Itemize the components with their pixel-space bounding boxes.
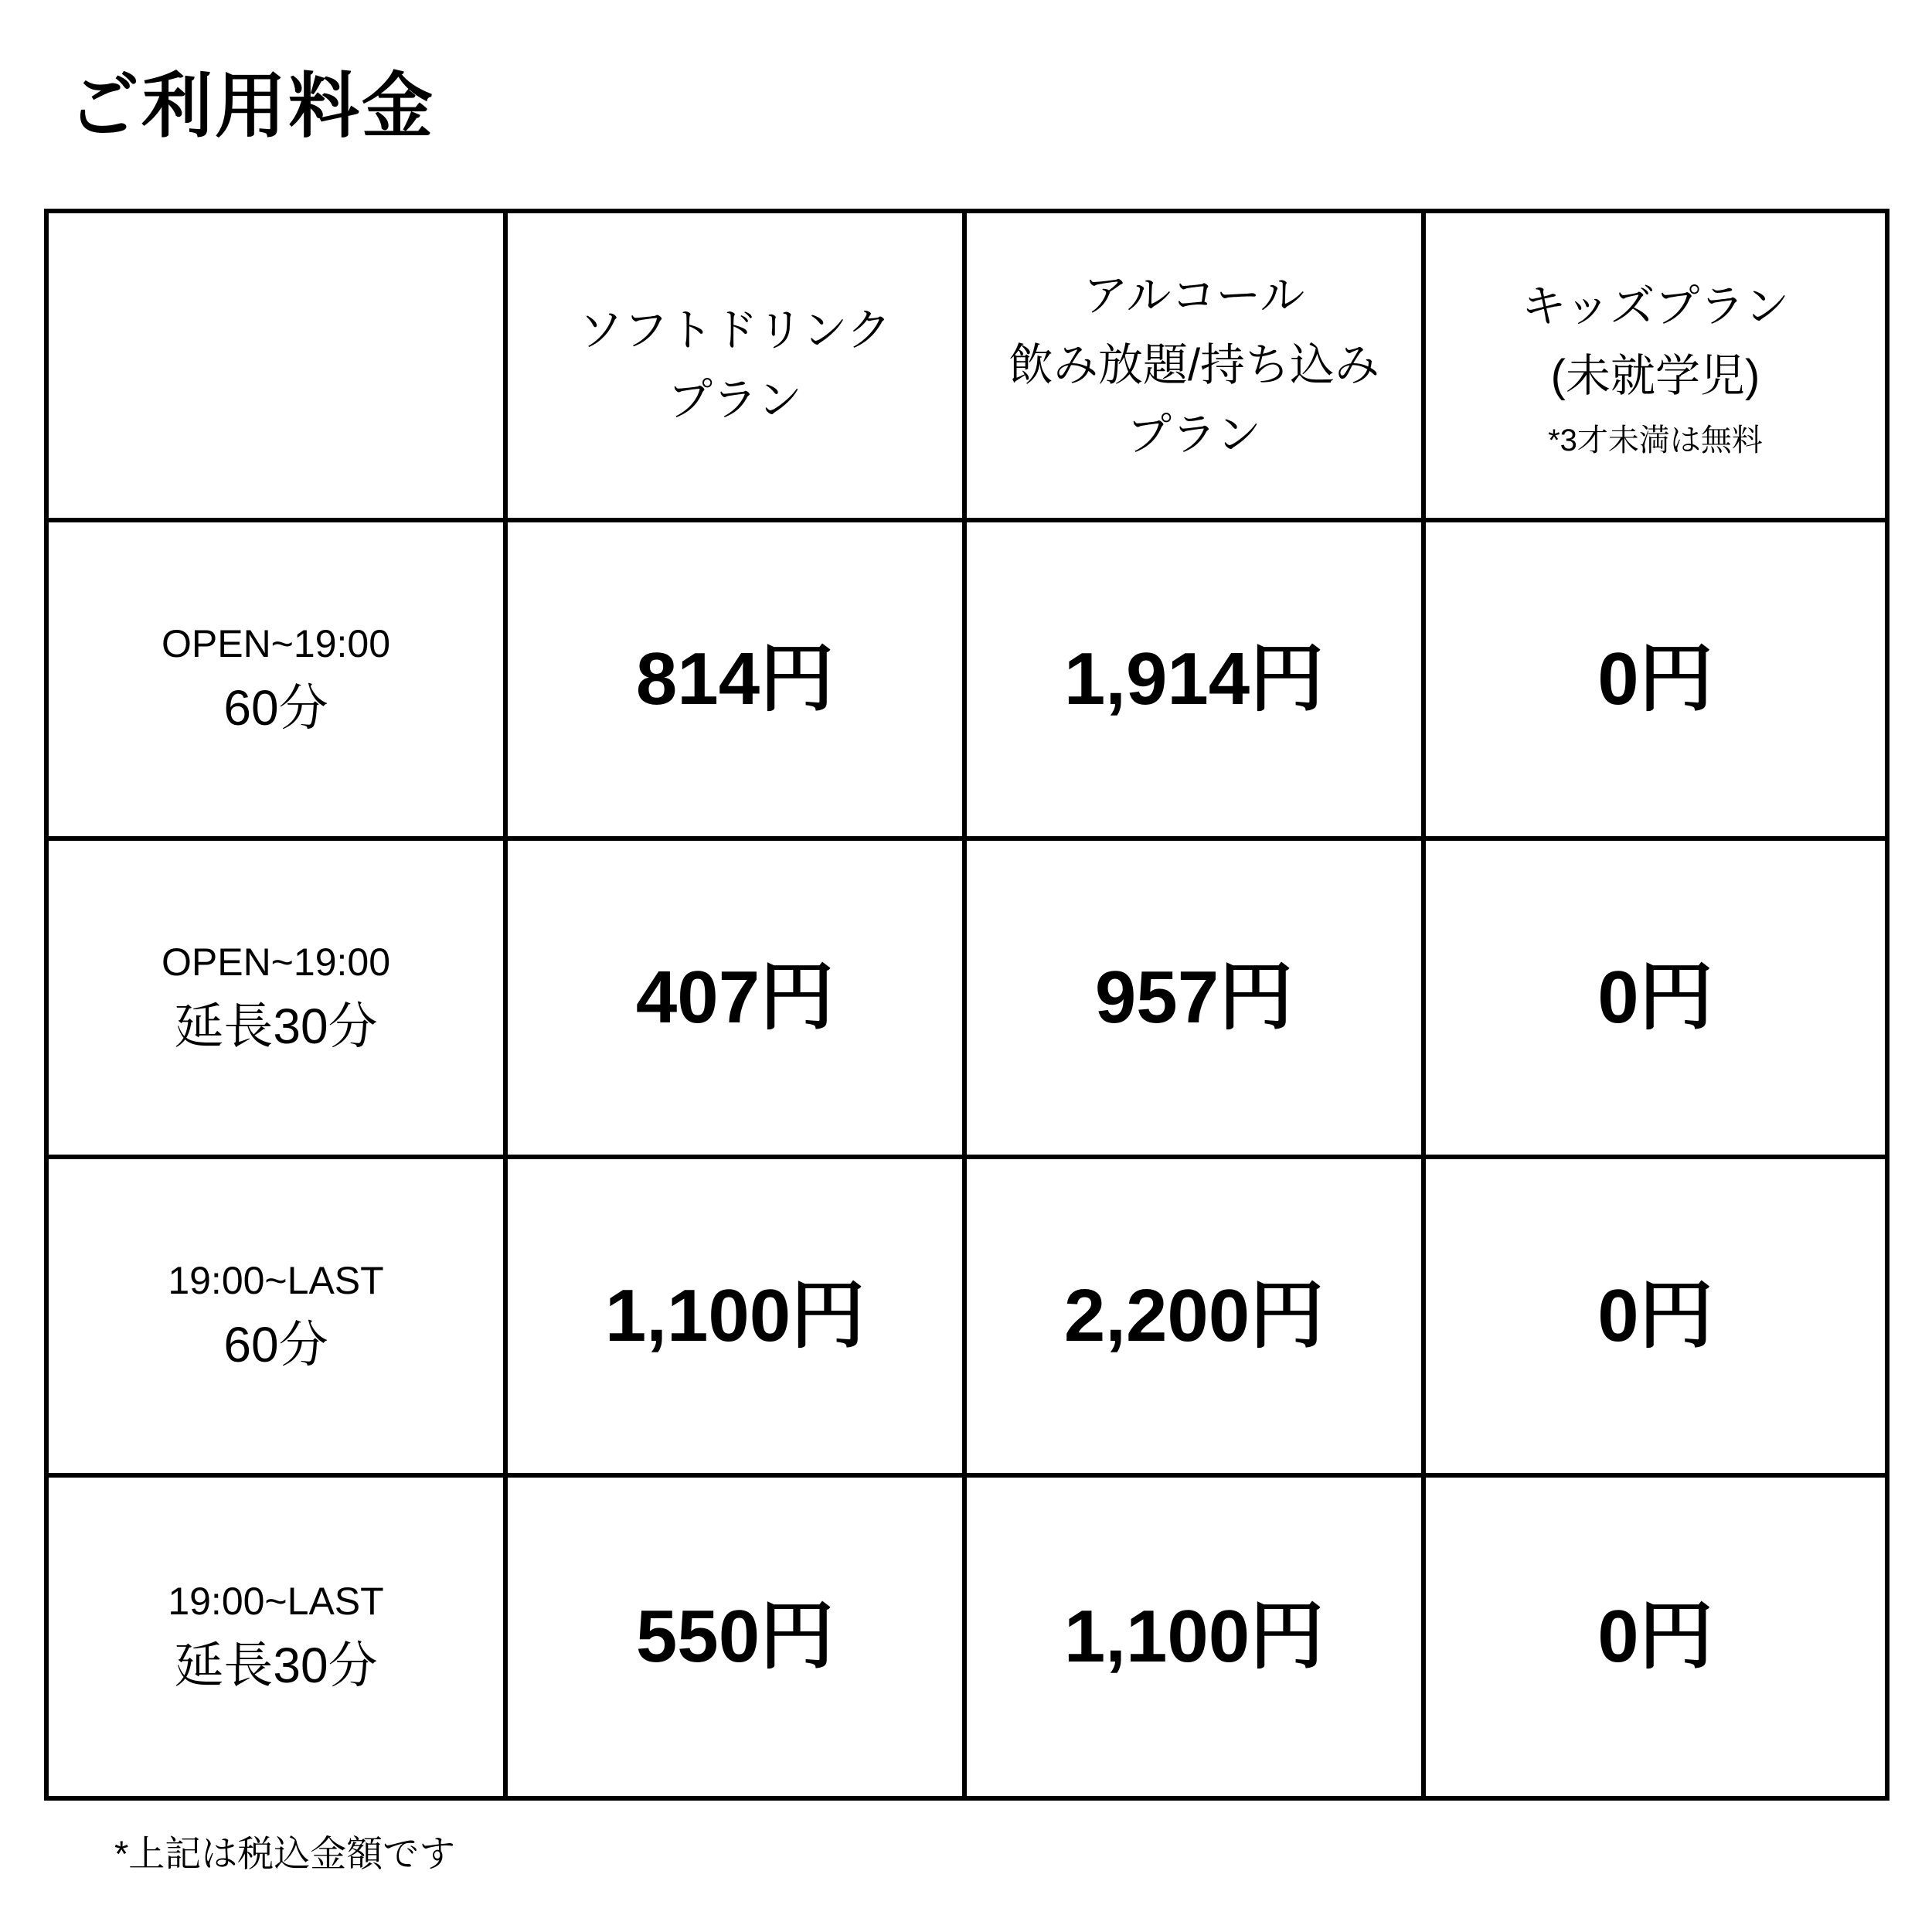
price-cell-soft-drink-night-ext30min (508, 1478, 967, 1796)
price-value: 1,100円 (604, 1274, 866, 1358)
price-cell-soft-drink-open-ext30min (508, 841, 967, 1159)
price-cell-soft-drink-night-60min (508, 1159, 967, 1478)
header-cell-kids-plan (1426, 213, 1885, 522)
price-cell-alcohol-night-60min (967, 1159, 1426, 1478)
row-header-night-ext30min (49, 1478, 508, 1796)
price-value: 0円 (1597, 1274, 1713, 1358)
row-header-open-ext30min (49, 841, 508, 1159)
price-value: 2,200円 (1063, 1274, 1325, 1358)
price-cell-alcohol-night-ext30min (967, 1478, 1426, 1796)
price-value: 957円 (1094, 956, 1294, 1039)
price-cell-kids-open-ext30min (1426, 841, 1885, 1159)
duration-label: 60分 (223, 680, 328, 736)
price-value: 407円 (635, 956, 835, 1039)
time-range-label: 19:00~LAST (168, 1258, 384, 1302)
soft-drink-plan-label-line2: プラン (667, 375, 802, 425)
kids-plan-label-line2: (未就学児) (1550, 351, 1760, 401)
kids-plan-label-line1: キッズプラン (1521, 281, 1790, 332)
price-value: 0円 (1597, 956, 1713, 1039)
duration-label: 延長30分 (174, 1638, 378, 1694)
page-title: ご利用料金 (68, 66, 436, 146)
price-value: 0円 (1597, 1595, 1713, 1679)
price-value: 1,100円 (1063, 1595, 1325, 1679)
header-cell-soft-drink-plan (508, 213, 967, 522)
time-range-label: OPEN~19:00 (161, 621, 391, 665)
duration-label: 延長30分 (174, 998, 378, 1055)
price-cell-soft-drink-open-60min (508, 522, 967, 841)
soft-drink-plan-label-line1: ソフトドリンク (578, 305, 892, 356)
price-cell-kids-open-60min (1426, 522, 1885, 841)
row-header-open-60min (49, 522, 508, 841)
alcohol-plan-label-line1: アルコール (1083, 270, 1305, 321)
alcohol-plan-label-line2: 飲み放題/持ち込み (1008, 340, 1380, 391)
row-header-night-60min (49, 1159, 508, 1478)
time-range-label: 19:00~LAST (168, 1579, 384, 1623)
kids-plan-free-note: *3才未満は無料 (1548, 423, 1763, 457)
price-cell-alcohol-open-ext30min (967, 841, 1426, 1159)
duration-label: 60分 (223, 1317, 328, 1373)
pricing-table (44, 209, 1889, 1801)
price-value: 0円 (1597, 638, 1713, 721)
price-value: 814円 (635, 638, 835, 721)
price-value: 550円 (635, 1595, 835, 1679)
tax-included-note: *上記は税込金額です (114, 1833, 456, 1874)
alcohol-plan-label-line3: プラン (1126, 409, 1261, 460)
price-cell-kids-night-ext30min (1426, 1478, 1885, 1796)
price-value: 1,914円 (1063, 638, 1325, 721)
price-cell-kids-night-60min (1426, 1159, 1885, 1478)
price-cell-alcohol-open-60min (967, 522, 1426, 841)
header-cell-alcohol-plan (967, 213, 1426, 522)
time-range-label: OPEN~19:00 (161, 940, 391, 984)
header-cell-time (49, 213, 508, 522)
